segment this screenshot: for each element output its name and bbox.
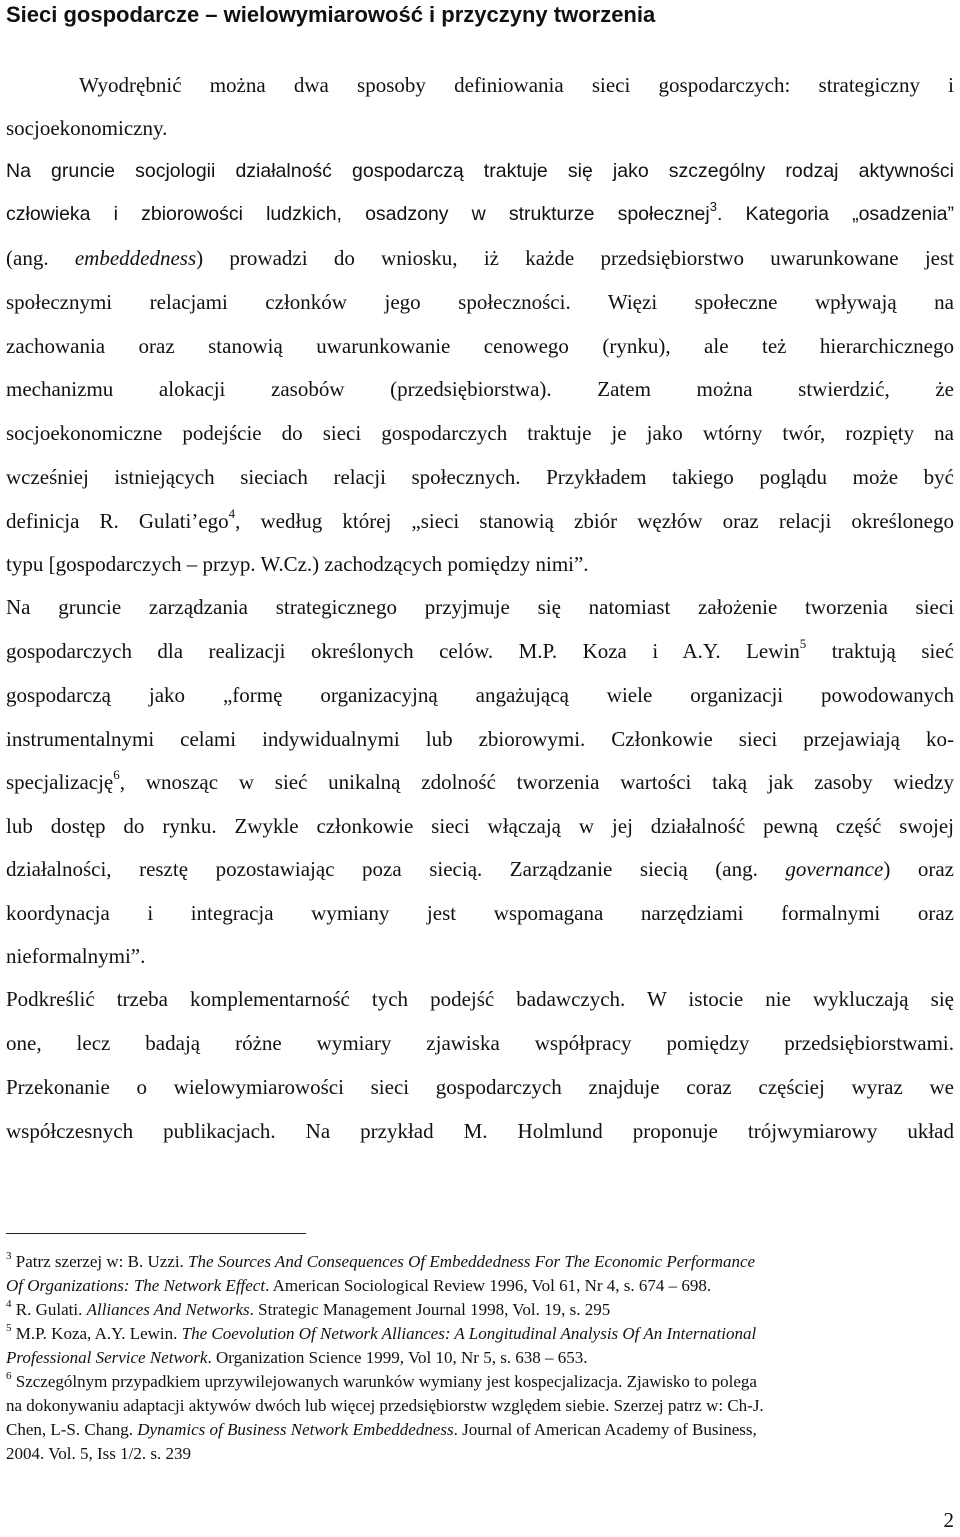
text-span: na dokonywaniu adaptacji aktywów dwóch lub więcej przedsiębiorstw względem siebie. Szerzej patrz w: Ch-J. [6, 1396, 764, 1415]
text-span: ) prowadzi do wniosku, iż każde przedsiębiorstwo uwarunkowane jest [196, 246, 954, 270]
paragraph-line [79, 70, 954, 100]
text-span: społecznymi relacjami członków jego społeczności. Więzi społeczne wpływają na [6, 290, 954, 314]
footnote-line [6, 1442, 942, 1466]
text-span: 2004. Vol. 5, Iss 1/2. s. 239 [6, 1444, 191, 1463]
text-span: człowieka i zbiorowości ludzkich, osadzony w strukturze społecznej [6, 203, 710, 225]
italic-title: The Coevolution Of Network Alliances: A Longitudinal Analysis Of An International [181, 1324, 757, 1343]
text-span: Przekonanie o wielowymiarowości sieci gospodarczych znajduje coraz częściej wyraz we [6, 1075, 954, 1099]
paragraph-line [6, 199, 954, 229]
paragraph-line [6, 506, 954, 536]
paragraph-line [6, 1116, 954, 1146]
page-number: 2 [943, 1508, 954, 1532]
footnote-ref: 3 [709, 198, 717, 214]
footnote-ref: 6 [113, 767, 120, 782]
paragraph-line [6, 331, 954, 361]
paragraph-line [6, 592, 954, 622]
text-span: traktują sieć [806, 639, 954, 663]
text-span: . Organization Science 1999, Vol 10, Nr 5, s. 638 – 653. [207, 1348, 588, 1367]
text-span: zachowania oraz stanowią uwarunkowanie cenowego (rynku), ale też hierarchicznego [6, 334, 954, 358]
footnote-line [6, 1346, 942, 1370]
text-span: socjoekonomiczne podejście do sieci gospodarczych traktuje je jako wtórny twór, rozpięty na [6, 421, 954, 445]
text-span: mechanizmu alokacji zasobów (przedsiębiorstwa). Zatem można stwierdzić, że [6, 377, 954, 401]
text-span: M.P. Koza, A.Y. Lewin. [11, 1324, 182, 1343]
italic-term: embeddedness [74, 246, 197, 270]
text-span: (ang. [6, 246, 75, 270]
paragraph-line [6, 680, 954, 710]
paragraph-line [6, 941, 954, 971]
footnote-number: 4 [6, 1298, 12, 1311]
paragraph-line [6, 549, 954, 579]
paragraph-line [6, 462, 954, 492]
italic-title: Professional Service Network [6, 1348, 208, 1367]
italic-title: Of Organizations: The Network Effect [6, 1276, 266, 1295]
text-span: Na gruncie socjologii działalność gospodarczą traktuje się jako szczególny rodzaj aktywności [6, 160, 954, 182]
paragraph-line [6, 156, 954, 186]
paragraph-line [6, 287, 954, 317]
paragraph-line [6, 418, 954, 448]
paragraph-line [6, 854, 954, 884]
paragraph-line [6, 898, 954, 928]
italic-title: The Sources And Consequences Of Embeddedness For The Economic Performance [188, 1252, 756, 1271]
text-span: współczesnych publikacjach. Na przykład M. Holmlund proponuje trójwymiarowy układ [6, 1119, 954, 1143]
footnote-line [6, 1394, 942, 1418]
text-span: koordynacja i integracja wymiany jest wspomagana narzędziami formalnymi oraz [6, 901, 954, 925]
paragraph-line [6, 1072, 954, 1102]
text-span: socjoekonomiczny. [6, 116, 168, 140]
text-span: nieformalnymi”. [6, 944, 146, 968]
footnote-ref: 4 [228, 506, 236, 521]
text-span: instrumentalnymi celami indywidualnymi lub zbiorowymi. Członkowie sieci przejawiają ko- [6, 727, 954, 751]
footnote-line [6, 1298, 942, 1322]
footnote-ref: 5 [799, 636, 807, 651]
text-span: Na gruncie zarządzania strategicznego przyjmuje się natomiast założenie tworzenia sieci [6, 595, 954, 619]
text-span: definicja R. Gulati’ego [6, 509, 229, 533]
paragraph-line [6, 374, 954, 404]
footnote-number: 6 [6, 1370, 12, 1383]
paragraph-line [6, 113, 954, 143]
italic-title: Alliances And Networks [86, 1300, 250, 1319]
footnote-line [6, 1322, 942, 1346]
text-span: gospodarczych dla realizacji określonych celów. M.P. Koza i A.Y. Lewin [6, 639, 800, 663]
text-span: , wnosząc w sieć unikalną zdolność tworzenia wartości taką jak zasoby wiedzy [119, 770, 954, 794]
text-span: . Kategoria „osadzenia” [716, 203, 954, 225]
text-span: , według której „sieci stanowią zbiór węzłów oraz relacji określonego [235, 509, 954, 533]
paragraph-line [6, 724, 954, 754]
text-span: Podkreślić trzeba komplementarność tych podejść badawczych. W istocie nie wykluczają się [6, 987, 954, 1011]
text-span: . Strategic Management Journal 1998, Vol. 19, s. 295 [249, 1300, 611, 1319]
text-span: Patrz szerzej w: B. Uzzi. [11, 1252, 189, 1271]
paragraph-line [6, 636, 954, 666]
text-span: ) oraz [883, 857, 954, 881]
footnote-line [6, 1370, 942, 1394]
paragraph-line [6, 1028, 954, 1058]
italic-title: Dynamics of Business Network Embeddedness [137, 1420, 454, 1439]
text-span: typu [gospodarczych – przyp. W.Cz.) zachodzących pomiędzy nimi”. [6, 552, 589, 576]
footnote-line [6, 1250, 942, 1274]
text-span: działalności, resztę pozostawiając poza siecią. Zarządzanie siecią (ang. [6, 857, 786, 881]
footnote-number: 3 [6, 1250, 12, 1263]
text-span: Szczególnym przypadkiem uprzywilejowanych warunków wymiany jest kospecjalizacja. Zjawisko to polega [11, 1372, 757, 1391]
text-span: gospodarczą jako „formę organizacyjną angażującą wiele organizacji powodowanych [6, 683, 954, 707]
text-span: wcześniej istniejących sieciach relacji społecznych. Przykładem takiego poglądu może być [6, 465, 954, 489]
text-span: one, lecz badają różne wymiary zjawiska współpracy pomiędzy przedsiębiorstwami. [6, 1031, 954, 1055]
text-span: lub dostęp do rynku. Zwykle członkowie sieci włączają w jej działalność pewną część swojej [6, 814, 954, 838]
text-span: specjalizację [6, 770, 114, 794]
paragraph-line [6, 811, 954, 841]
text-span: Chen, L-S. Chang. [6, 1420, 138, 1439]
footnote-divider [6, 1233, 306, 1234]
footnote-line [6, 1418, 942, 1442]
text-span: R. Gulati. [11, 1300, 87, 1319]
paragraph-line [6, 243, 954, 273]
text-span: Wyodrębnić można dwa sposoby definiowania sieci gospodarczych: strategiczny i [79, 73, 954, 97]
paragraph-line [6, 984, 954, 1014]
italic-term: governance [785, 857, 884, 881]
text-span: . Journal of American Academy of Business, [453, 1420, 757, 1439]
section-heading: Sieci gospodarcze – wielowymiarowość i przyczyny tworzenia [6, 2, 656, 27]
paragraph-line [6, 767, 954, 797]
footnote-line [6, 1274, 942, 1298]
text-span: . American Sociological Review 1996, Vol 61, Nr 4, s. 674 – 698. [265, 1276, 712, 1295]
footnote-number: 5 [6, 1322, 12, 1335]
